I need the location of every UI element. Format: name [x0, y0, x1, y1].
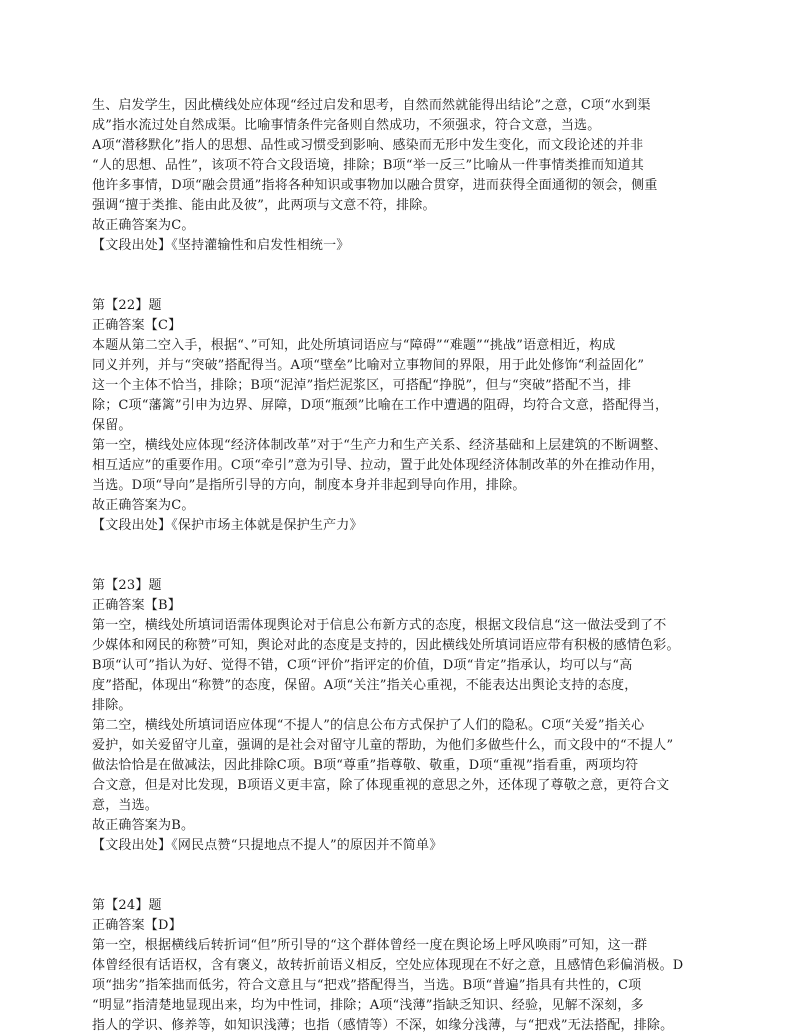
text-line: 第二空，横线处所填词语应体现“不提人”的信息公布方式保护了人们的隐私。C项“关爱”指关心: [92, 718, 645, 733]
text-line: 做法恰恰是在做减法，因此排除C项。B项“尊重”指尊敬、敬重，D项“重视”指看重，两项均符: [92, 758, 639, 773]
text-line: 爱护，如关爱留守儿童，强调的是社会对留守儿童的帮助，为他们多做些什么，而文段中的“不提人”: [92, 738, 674, 753]
text-line: 排除。: [92, 698, 132, 713]
source-citation: 【文段出处】《网民点赞“只提地点不提人”的原因并不简单》: [92, 838, 443, 853]
text-line: 合文意，但是对比发现，B项语义更丰富，除了体现重视的意思之外，还体现了尊敬之意，更符合文: [92, 778, 670, 793]
text-line: 这一个主体不恰当，排除；B项“泥淖”指烂泥浆区，可搭配“挣脱”，但与“突破”搭配不当，排: [92, 378, 632, 393]
text-line: B项“认可”指认为好、觉得不错，C项“评价”指评定的价值，D项“肯定”指承认，均可以与“高: [92, 658, 633, 673]
answer-conclusion: 故正确答案为C。: [92, 218, 195, 233]
question-title: 第【23】题: [92, 578, 162, 593]
source-citation: 【文段出处】《保护市场主体就是保护生产力》: [92, 518, 363, 533]
text-line: 成”指水流过处自然成渠。比喻事情条件完备则自然成功，不须强求，符合文意，当选。: [92, 118, 601, 133]
text-line: 除；C项“藩篱”引申为边界、屏障，D项“瓶颈”比喻在工作中遭遇的阻碍，均符合文意，搭配得当，: [92, 398, 669, 413]
intro-block: [92, 96, 714, 256]
text-line: 第一空，横线处所填词语需体现舆论对于信息公布新方式的态度，根据文段信息“这一做法受到了不: [92, 618, 667, 633]
text-line: 体曾经很有话语权，含有褒义，故转折前语义相反，空处应体现现在不好之意，且感情色彩偏消极。D: [92, 958, 684, 973]
text-line: 保留。: [92, 418, 132, 433]
text-line: A项“潜移默化”指人的思想、品性或习惯受到影响、感染而无形中发生变化，而文段论述的并非: [92, 138, 644, 153]
text-line: 当选。D项“导向”是指所引导的方向，制度本身并非起到导向作用，排除。: [92, 478, 526, 493]
question-23: [92, 576, 714, 856]
text-line: 同义并列，并与“突破”搭配得当。A项“壁垒”比喻对立事物间的界限，用于此处修饰“利益固化”: [92, 358, 645, 373]
correct-answer: 正确答案【C】: [92, 318, 182, 333]
text-line: 项“拙劣”指笨拙而低劣，符合文意且与“把戏”搭配得当，当选。B项“普遍”指具有共性的，C项: [92, 978, 642, 993]
answer-conclusion: 故正确答案为C。: [92, 498, 195, 513]
text-line: 意，当选。: [92, 798, 159, 813]
correct-answer: 正确答案【B】: [92, 598, 181, 613]
document-page: [92, 96, 714, 1036]
text-line: 第一空，横线处应体现“经济体制改革”对于“生产力和生产关系、经济基础和上层建筑的不断调整、: [92, 438, 667, 453]
answer-conclusion: 故正确答案为B。: [92, 818, 195, 833]
text-line: 相互适应”的重要作用。C项“牵引”意为引导、拉动，置于此处体现经济体制改革的外在推动作用，: [92, 458, 664, 473]
text-line: 他许多事情，D项“融会贯通”指将各种知识或事物加以融合贯穿，进而获得全面通彻的领会，侧重: [92, 178, 658, 193]
text-line: “人的思想、品性”，该项不符合文段语境，排除；B项“举一反三”比喻从一件事情类推而知道其: [92, 158, 644, 173]
question-title: 第【24】题: [92, 898, 162, 913]
text-line: 少媒体和网民的称赞”可知，舆论对此的态度是支持的，因此横线处所填词语应带有积极的感情色彩。: [92, 638, 680, 653]
text-line: 指人的学识、修养等，如知识浅薄；也指（感情等）不深，如缘分浅薄，与“把戏”无法搭配，排除。: [92, 1018, 674, 1033]
question-22: [92, 296, 714, 536]
question-24: [92, 896, 714, 1036]
text-line: 第一空，根据横线后转折词“但”所引导的“这个群体曾经一度在舆论场上呼风唤雨”可知，这一群: [92, 938, 648, 953]
question-title: 第【22】题: [92, 298, 162, 313]
source-citation: 【文段出处】《坚持灌输性和启发性相统一》: [92, 238, 350, 253]
text-line: 生、启发学生，因此横线处应体现“经过启发和思考，自然而然就能得出结论”之意，C项“水到渠: [92, 98, 651, 113]
text-line: 强调“擅于类推、能由此及彼”，此两项与文意不符，排除。: [92, 198, 436, 213]
text-line: 度”搭配，体现出“称赞”的态度，保留。A项“关注”指关心重视，不能表达出舆论支持的态度，: [92, 678, 638, 693]
correct-answer: 正确答案【D】: [92, 918, 182, 933]
text-line: 本题从第二空入手，根据“、”可知，此处所填词语应与“障碍”“难题”“挑战”语意相近，构成: [92, 338, 616, 353]
text-line: “明显”指清楚地显现出来，均为中性词，排除；A项“浅薄”指缺乏知识、经验，见解不深刻，多: [92, 998, 644, 1013]
